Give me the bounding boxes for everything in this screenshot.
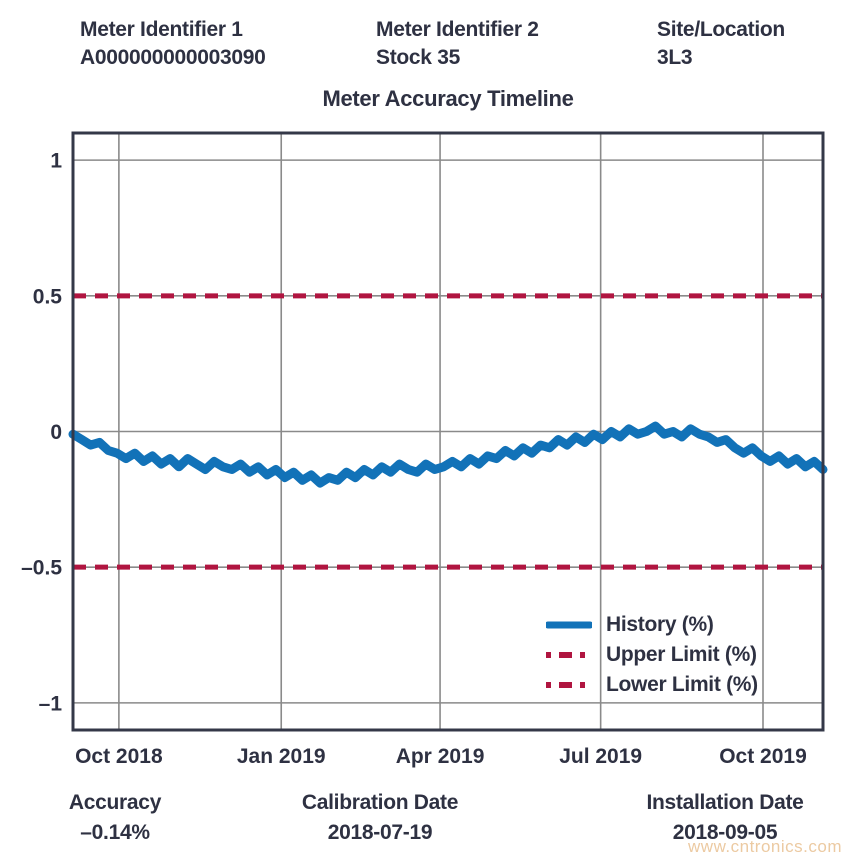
legend-item-upper-limit bbox=[546, 640, 758, 670]
meter-id-1-label: Meter Identifier 1 bbox=[80, 18, 243, 41]
y-tick-label: –1 bbox=[38, 692, 62, 716]
stat-accuracy-value: –0.14% bbox=[80, 821, 150, 844]
meter-id-2-value: Stock 35 bbox=[376, 46, 460, 69]
y-tick-label: 0 bbox=[50, 421, 62, 444]
meter-id-1-value: A000000000003090 bbox=[80, 46, 266, 69]
legend-label-lower-limit: Lower Limit (%) bbox=[606, 673, 758, 696]
legend-item-history bbox=[546, 610, 758, 640]
x-tick-label: Jul 2019 bbox=[559, 745, 643, 768]
stat-installation-date-value: 2018-09-05 bbox=[672, 821, 778, 844]
x-tick-label: Jan 2019 bbox=[236, 745, 326, 768]
chart-title: Meter Accuracy Timeline bbox=[322, 86, 574, 111]
stat-installation-date-label: Installation Date bbox=[646, 791, 804, 814]
x-tick-label: Oct 2019 bbox=[719, 745, 807, 768]
x-tick-label: Apr 2019 bbox=[395, 745, 485, 768]
chart-legend bbox=[546, 610, 758, 700]
site-location-value: 3L3 bbox=[657, 46, 693, 69]
lower-limit-dash-icon bbox=[546, 680, 592, 690]
site-location-label: Site/Location bbox=[657, 18, 785, 41]
meter-id-2-label: Meter Identifier 2 bbox=[376, 18, 539, 41]
stat-calibration-date bbox=[260, 788, 500, 848]
stat-accuracy-label: Accuracy bbox=[68, 791, 162, 814]
watermark: www.cntronics.com bbox=[688, 837, 842, 856]
stat-accuracy bbox=[0, 788, 235, 848]
stat-calibration-date-label: Calibration Date bbox=[301, 791, 459, 814]
legend-item-lower-limit bbox=[546, 670, 758, 700]
history-line bbox=[73, 426, 823, 483]
history-line-icon bbox=[546, 620, 592, 630]
y-tick-label: 1 bbox=[50, 149, 62, 173]
legend-label-upper-limit: Upper Limit (%) bbox=[606, 643, 757, 666]
stat-calibration-date-value: 2018-07-19 bbox=[327, 821, 433, 844]
legend-label-history: History (%) bbox=[606, 613, 714, 636]
y-tick-label: 0.5 bbox=[32, 285, 62, 309]
x-tick-label: Oct 2018 bbox=[75, 745, 163, 768]
y-tick-label: –0.5 bbox=[21, 556, 62, 580]
upper-limit-dash-icon bbox=[546, 650, 592, 660]
